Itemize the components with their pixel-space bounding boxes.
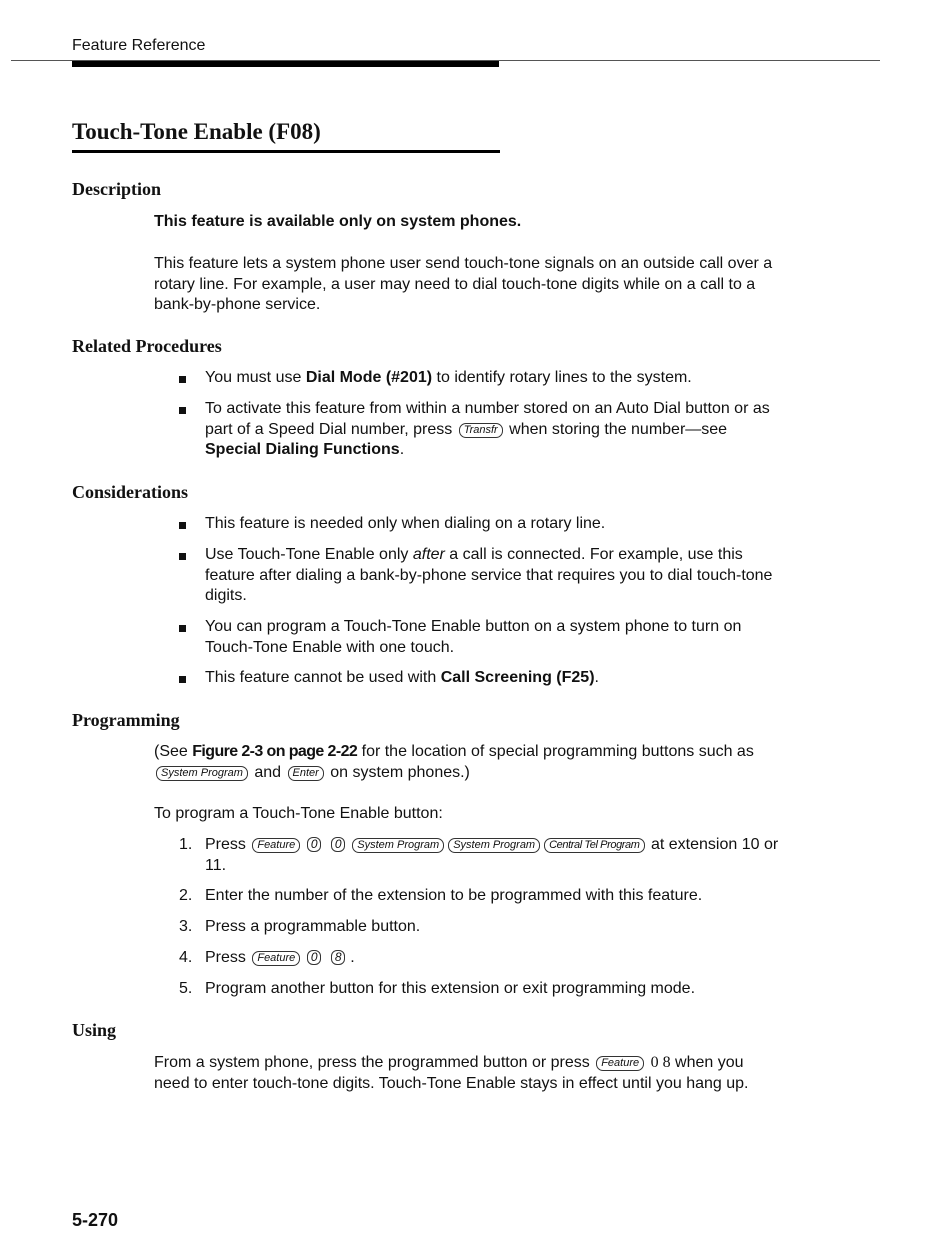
system-program-key-icon: System Program bbox=[448, 838, 540, 853]
system-program-key-icon: System Program bbox=[156, 766, 248, 781]
programming-see-note: (See Figure 2-3 on page 2-22 for the location of special programming buttons such as System Program and Enter on system phones.) bbox=[154, 743, 754, 781]
eight-key-icon: 8 bbox=[331, 950, 345, 965]
zero-key-icon: 0 bbox=[307, 837, 321, 852]
zero-key-icon: 0 bbox=[307, 950, 321, 965]
using-body: From a system phone, press the programmed button or press Feature 0 8 when you need to enter touch-tone digits. Touch-Tone Enable stays in effect until you hang up. bbox=[154, 1054, 749, 1092]
step-3: 3. Press a programmable button. bbox=[179, 918, 421, 935]
step-4: 4. Press Feature 0 8 . bbox=[179, 949, 355, 966]
related-bullet-2: To activate this feature from within a number stored on an Auto Dial button or as part of a Speed Dial number, press Transfr when storing the number—see Special Dialing Functions. bbox=[205, 399, 780, 461]
related-procedures-heading: Related Procedures bbox=[72, 336, 222, 356]
call-screening-ref: Call Screening (F25) bbox=[440, 669, 595, 686]
considerations-heading: Considerations bbox=[72, 482, 189, 502]
step-5: 5. Program another button for this extension or exit programming mode. bbox=[179, 980, 696, 997]
step-2: 2. Enter the number of the extension to be programmed with this feature. bbox=[179, 887, 703, 904]
system-program-key-icon: System Program bbox=[352, 838, 444, 853]
feature-digits: 0 8 bbox=[650, 1054, 671, 1071]
title-rule bbox=[72, 150, 500, 153]
consideration-bullet-1: This feature is needed only when dialing on a rotary line. bbox=[205, 514, 780, 535]
feature-key-icon: Feature bbox=[596, 1056, 644, 1071]
page-title: Touch-Tone Enable (F08) bbox=[72, 119, 321, 144]
description-heading: Description bbox=[72, 179, 161, 199]
consideration-bullet-3: You can program a Touch-Tone Enable button on a system phone to turn on Touch-Tone Enable with one touch. bbox=[205, 617, 780, 658]
availability-note: This feature is available only on system phones. bbox=[154, 213, 522, 230]
feature-key-icon: Feature bbox=[252, 838, 300, 853]
page-number: 5-270 bbox=[72, 1210, 119, 1230]
consideration-bullet-2: Use Touch-Tone Enable only after a call is connected. For example, use this feature after dialing a bank-by-phone service that requires you to dial touch-tone digits. bbox=[205, 545, 780, 607]
feature-key-icon: Feature bbox=[252, 951, 300, 966]
consideration-bullet-4: This feature cannot be used with Call Screening (F25). bbox=[205, 668, 780, 689]
using-heading: Using bbox=[72, 1020, 117, 1040]
step-1: 1. Press Feature 0 0 System Program System Program Central Tel Program at extension 10 or 11. bbox=[179, 836, 779, 874]
zero-key-icon: 0 bbox=[331, 837, 345, 852]
transfr-key-icon: Transfr bbox=[459, 423, 503, 438]
dial-mode-ref: Dial Mode (#201) bbox=[305, 369, 433, 386]
running-head: Feature Reference bbox=[72, 37, 206, 54]
programming-intro: To program a Touch-Tone Enable button: bbox=[154, 805, 443, 822]
description-body: This feature lets a system phone user send touch-tone signals on an outside call over a rotary line. For example, a user may need to dial touch-tone digits while on a call to a bank-by-phone service. bbox=[154, 255, 773, 313]
special-dialing-ref: Special Dialing Functions bbox=[205, 441, 400, 458]
figure-ref: Figure 2-3 on page 2-22 bbox=[192, 743, 358, 760]
enter-key-icon: Enter bbox=[288, 766, 324, 781]
programming-heading: Programming bbox=[72, 710, 180, 730]
header-bar bbox=[72, 61, 499, 67]
central-tel-program-key-icon: Central Tel Program bbox=[544, 838, 644, 853]
related-bullet-1: You must use Dial Mode (#201) to identify rotary lines to the system. bbox=[205, 368, 780, 389]
